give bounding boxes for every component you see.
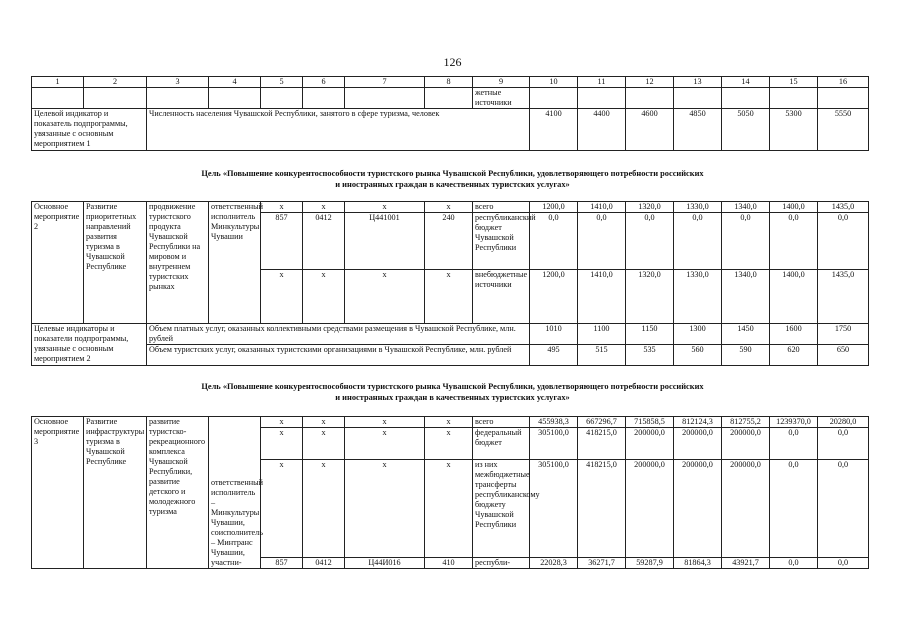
goal-heading xyxy=(0,381,905,403)
col-header: 15 xyxy=(770,77,818,88)
indicator-label: Целевые индикаторы и показатели подпрограммы, увязанные с основным мероприятием 2 xyxy=(32,324,147,366)
value-cell: 36271,7 xyxy=(578,558,626,569)
goal-line: и иностранных граждан в качественных туристских услугах» xyxy=(335,393,570,402)
code-cell: x xyxy=(345,417,425,428)
value-cell: 4850 xyxy=(674,109,722,151)
value-cell: 305100,0 xyxy=(530,460,578,558)
value-cell: 4600 xyxy=(626,109,674,151)
value-cell: 1100 xyxy=(578,324,626,345)
code-cell: x xyxy=(261,417,303,428)
value-cell: 1239370,0 xyxy=(770,417,818,428)
source-cell: республиканский бюджет Чувашской Республики xyxy=(473,213,530,270)
value-cell: 1600 xyxy=(770,324,818,345)
value-cell: 1200,0 xyxy=(530,202,578,213)
col-header: 10 xyxy=(530,77,578,88)
value-cell: 0,0 xyxy=(818,428,869,460)
indicator-text: Объем туристских услуг, оказанных туристскими организациями в Чувашской Республике, млн. рублей xyxy=(147,345,530,366)
code-cell: 0412 xyxy=(303,558,345,569)
value-cell: 1330,0 xyxy=(674,270,722,324)
value-cell: 1400,0 xyxy=(770,202,818,213)
value-cell: 1435,0 xyxy=(818,202,869,213)
code-cell: x xyxy=(345,460,425,558)
code-cell: x xyxy=(261,428,303,460)
value-cell: 43921,7 xyxy=(722,558,770,569)
value-cell: 20280,0 xyxy=(818,417,869,428)
code-cell: x xyxy=(425,428,473,460)
indicator-row xyxy=(32,109,869,151)
activity-executor: ответственный исполнитель – Минкультуры Чувашии, соисполнитель – Минтранс Чувашии, участни- xyxy=(209,417,261,569)
value-cell: 4400 xyxy=(578,109,626,151)
goal-heading xyxy=(0,168,905,190)
value-cell: 1320,0 xyxy=(626,202,674,213)
code-cell: x xyxy=(345,428,425,460)
value-cell: 200000,0 xyxy=(722,460,770,558)
activity-task: продвижение туристского продукта Чувашской Республики на мировом и внутреннем туристских рынках xyxy=(147,202,209,324)
table-activity-3 xyxy=(31,416,869,569)
value-cell: 0,0 xyxy=(770,428,818,460)
value-cell: 81864,3 xyxy=(674,558,722,569)
col-header: 11 xyxy=(578,77,626,88)
activity-task: развитие туристско-рекреационного комплекса Чувашской Республики, развитие детского и молодежного туризма xyxy=(147,417,209,569)
value-cell: 715858,5 xyxy=(626,417,674,428)
value-cell: 418215,0 xyxy=(578,428,626,460)
col-header: 1 xyxy=(32,77,84,88)
value-cell: 0,0 xyxy=(818,558,869,569)
code-cell: 240 xyxy=(425,213,473,270)
activity-title: Развитие инфраструктуры туризма в Чувашской Республике xyxy=(84,417,147,569)
goal-line: Цель «Повышение конкурентоспособности туристского рынка Чувашской Республики, удовлетворяющего потребности российских xyxy=(201,169,704,178)
value-cell: 1320,0 xyxy=(626,270,674,324)
value-cell: 0,0 xyxy=(530,213,578,270)
col-header: 2 xyxy=(84,77,147,88)
code-cell: x xyxy=(425,417,473,428)
value-cell: 1340,0 xyxy=(722,202,770,213)
value-cell: 59287,9 xyxy=(626,558,674,569)
col-header: 7 xyxy=(345,77,425,88)
source-cell: федеральный бюджет xyxy=(473,428,530,460)
code-cell: x xyxy=(345,270,425,324)
col-header: 14 xyxy=(722,77,770,88)
value-cell: 535 xyxy=(626,345,674,366)
value-cell: 1010 xyxy=(530,324,578,345)
code-cell: x xyxy=(345,202,425,213)
code-cell: x xyxy=(425,202,473,213)
source-cell: республи- xyxy=(473,558,530,569)
table-top xyxy=(31,76,869,151)
value-cell: 0,0 xyxy=(770,460,818,558)
code-cell: x xyxy=(261,270,303,324)
goal-line: и иностранных граждан в качественных туристских услугах» xyxy=(335,180,570,189)
col-header: 4 xyxy=(209,77,261,88)
code-cell: x xyxy=(303,417,345,428)
goal-line: Цель «Повышение конкурентоспособности туристского рынка Чувашской Республики, удовлетворяющего потребности российских xyxy=(201,382,704,391)
value-cell: 0,0 xyxy=(770,558,818,569)
code-cell: 857 xyxy=(261,213,303,270)
value-cell: 0,0 xyxy=(818,460,869,558)
value-cell: 1435,0 xyxy=(818,270,869,324)
source-cell: всего xyxy=(473,202,530,213)
value-cell: 1150 xyxy=(626,324,674,345)
code-cell: x xyxy=(261,202,303,213)
value-cell: 620 xyxy=(770,345,818,366)
col-header: 12 xyxy=(626,77,674,88)
value-cell: 812124,3 xyxy=(674,417,722,428)
value-cell: 560 xyxy=(674,345,722,366)
value-cell: 515 xyxy=(578,345,626,366)
code-cell: x xyxy=(303,428,345,460)
code-cell: x xyxy=(425,270,473,324)
code-cell: Ц44И016 xyxy=(345,558,425,569)
value-cell: 0,0 xyxy=(578,213,626,270)
col-header: 13 xyxy=(674,77,722,88)
code-cell: 857 xyxy=(261,558,303,569)
col-header: 5 xyxy=(261,77,303,88)
code-cell: x xyxy=(303,202,345,213)
value-cell: 5050 xyxy=(722,109,770,151)
source-cell: внебюджетные источники xyxy=(473,270,530,324)
value-cell: 0,0 xyxy=(722,213,770,270)
value-cell: 4100 xyxy=(530,109,578,151)
code-cell: x xyxy=(425,460,473,558)
value-cell: 455938,3 xyxy=(530,417,578,428)
activity-name: Основное мероприятие 3 xyxy=(32,417,84,569)
value-cell: 200000,0 xyxy=(722,428,770,460)
value-cell: 1400,0 xyxy=(770,270,818,324)
col-header: 8 xyxy=(425,77,473,88)
value-cell: 1200,0 xyxy=(530,270,578,324)
code-cell: 0412 xyxy=(303,213,345,270)
value-cell: 0,0 xyxy=(626,213,674,270)
value-cell: 1300 xyxy=(674,324,722,345)
code-cell: Ц441001 xyxy=(345,213,425,270)
value-cell: 1750 xyxy=(818,324,869,345)
value-cell: 305100,0 xyxy=(530,428,578,460)
code-cell: x xyxy=(261,460,303,558)
cell-source: жетные источники xyxy=(473,88,530,109)
value-cell: 495 xyxy=(530,345,578,366)
value-cell: 22028,3 xyxy=(530,558,578,569)
value-cell: 5550 xyxy=(818,109,869,151)
value-cell: 418215,0 xyxy=(578,460,626,558)
value-cell: 0,0 xyxy=(770,213,818,270)
value-cell: 200000,0 xyxy=(626,460,674,558)
value-cell: 0,0 xyxy=(674,213,722,270)
table-row xyxy=(32,202,869,213)
value-cell: 1330,0 xyxy=(674,202,722,213)
header-row xyxy=(32,77,869,88)
value-cell: 650 xyxy=(818,345,869,366)
value-cell: 200000,0 xyxy=(674,428,722,460)
code-cell: x xyxy=(303,270,345,324)
value-cell: 1410,0 xyxy=(578,270,626,324)
col-header: 3 xyxy=(147,77,209,88)
table-row xyxy=(32,88,869,109)
source-cell: всего xyxy=(473,417,530,428)
value-cell: 812755,2 xyxy=(722,417,770,428)
table-row xyxy=(32,417,869,428)
col-header: 16 xyxy=(818,77,869,88)
table-activity-2 xyxy=(31,201,869,366)
source-cell: из них межбюджетные трансферты республиканскому бюджету Чувашской Республики xyxy=(473,460,530,558)
indicator-row xyxy=(32,345,869,366)
code-cell: 410 xyxy=(425,558,473,569)
code-cell: x xyxy=(303,460,345,558)
value-cell: 1410,0 xyxy=(578,202,626,213)
value-cell: 1450 xyxy=(722,324,770,345)
value-cell: 200000,0 xyxy=(626,428,674,460)
indicator-label: Целевой индикатор и показатель подпрограммы, увязанные с основным мероприятием 1 xyxy=(32,109,147,151)
value-cell: 200000,0 xyxy=(674,460,722,558)
indicator-text: Объем платных услуг, оказанных коллективными средствами размещения в Чувашской Республике, млн. рублей xyxy=(147,324,530,345)
activity-executor: ответственный исполнитель Минкультуры Чувашии xyxy=(209,202,261,324)
indicator-text: Численность населения Чувашской Республики, занятого в сфере туризма, человек xyxy=(147,109,530,151)
value-cell: 590 xyxy=(722,345,770,366)
indicator-row xyxy=(32,324,869,345)
value-cell: 1340,0 xyxy=(722,270,770,324)
col-header: 6 xyxy=(303,77,345,88)
page-number: 126 xyxy=(443,55,462,69)
activity-title: Развитие приоритетных направлений развития туризма в Чувашской Республике xyxy=(84,202,147,324)
activity-name: Основное мероприятие 2 xyxy=(32,202,84,324)
value-cell: 667296,7 xyxy=(578,417,626,428)
col-header: 9 xyxy=(473,77,530,88)
value-cell: 0,0 xyxy=(818,213,869,270)
value-cell: 5300 xyxy=(770,109,818,151)
